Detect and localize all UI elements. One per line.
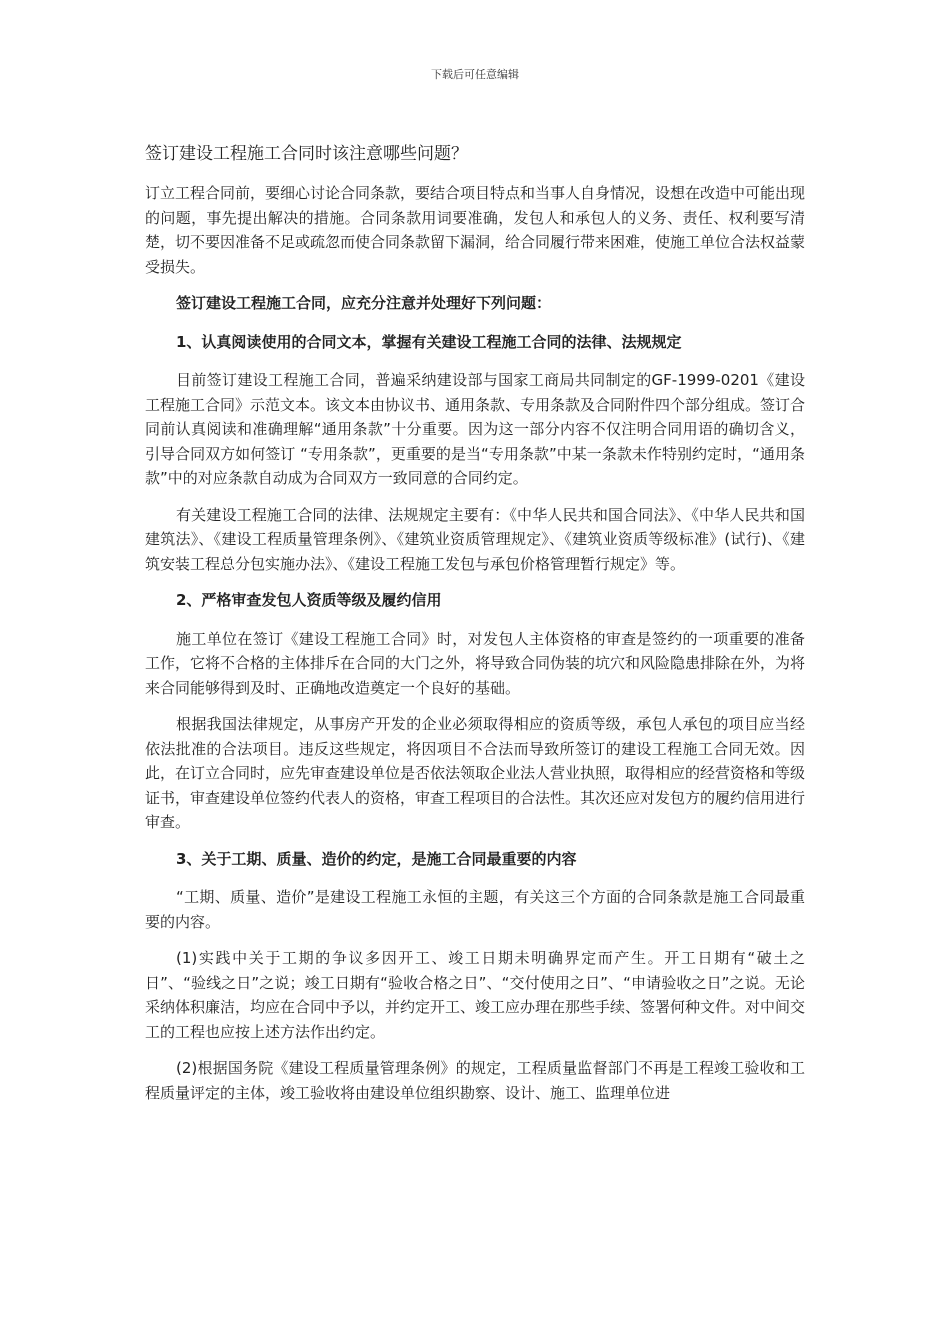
paragraph-schedule: (1)实践中关于工期的争议多因开工、竣工日期未明确界定而产生。开工日期有“破土之日”、“验线之日”之说；竣工日期有“验收合格之日”、“交付使用之日”、“申请验收之日”之说。无论采纳体积廉洁，均应在合同中予以，并约定开工、竣工应办理在那些手续、签署何种文件。对中间交工的工程也应按上述方法作出约定。 (145, 949, 806, 1041)
paragraph-contract-text: 目前签订建设工程施工合同，普遍采纳建设部与国家工商局共同制定的GF-1999-0201《建设工程施工合同》示范文本。该文本由协议书、通用条款、专用条款及合同附件四个部分组成。签订合同前认真阅读和准确理解“通用条款”十分重要。因为这一部分内容不仅注明合同用语的确切含义，引导合同双方如何签订 “专用条款”，更重要的是当“专用条款”中某一条款未作特别约定时，“通用条款”中的对应条款自动成为合同双方一致同意的合同约定。 (145, 371, 806, 487)
paragraph-intro: 订立工程合同前，要细心讨论合同条款，要结合项目特点和当事人自身情况，设想在改造中可能出现的问题，事先提出解决的措施。合同条款用词要准确，发包人和承包人的义务、责任、权利要写清楚，切不要因准备不足或疏忽而使合同条款留下漏洞，给合同履行带来困难，使施工单位合法权益蒙受损失。 (145, 184, 806, 276)
paragraph-quality: (2)根据国务院《建设工程质量管理条例》的规定，工程质量监督部门不再是工程竣工验收和工程质量评定的主体，竣工验收将由建设单位组织勘察、设计、施工、监理单位进 (145, 1059, 805, 1102)
page-header: 下载后可任意编辑 (431, 68, 519, 81)
section-intro-heading: 签订建设工程施工合同，应充分注意并处理好下列问题： (176, 294, 552, 312)
section-heading-2: 2、严格审查发包人资质等级及履约信用 (176, 591, 442, 609)
paragraph-key-terms: “工期、质量、造价”是建设工程施工永恒的主题，有关这三个方面的合同条款是施工合同最重要的内容。 (145, 888, 805, 931)
section-heading-3: 3、关于工期、质量、造价的约定，是施工合同最重要的内容 (176, 849, 577, 868)
document-body (145, 141, 805, 1117)
section-heading-1: 1、认真阅读使用的合同文本，掌握有关建设工程施工合同的法律、法规规定 (176, 332, 682, 351)
paragraph-qualification: 施工单位在签订《建设工程施工合同》时，对发包人主体资格的审查是签约的一项重要的准备工作，它将不合格的主体排斥在合同的大门之外，将导致合同伪装的坑穴和风险隐患排除在外，为将来合同能够得到及时、正确地改造奠定一个良好的基础。 (145, 629, 806, 697)
document-title: 签订建设工程施工合同时该注意哪些问题？ (145, 144, 468, 164)
paragraph-legal-requirements: 根据我国法律规定，从事房产开发的企业必须取得相应的资质等级，承包人承包的项目应当经依法批准的合法项目。违反这些规定，将因项目不合法而导致所签订的建设工程施工合同无效。因此，在订立合同时，应先审查建设单位是否依法领取企业法人营业执照，取得相应的经营资格和等级证书，审查建设单位签约代表人的资格，审查工程项目的合法性。其次还应对发包方的履约信用进行审查。 (145, 715, 806, 831)
paragraph-laws: 有关建设工程施工合同的法律、法规规定主要有：《中华人民共和国合同法》、《中华人民共和国建筑法》、《建设工程质量管理条例》、《建筑业资质管理规定》、《建筑业资质等级标准》(试行)、《建筑安装工程总分包实施办法》、《建设工程施工发包与承包价格管理暂行规定》等。 (145, 505, 805, 573)
